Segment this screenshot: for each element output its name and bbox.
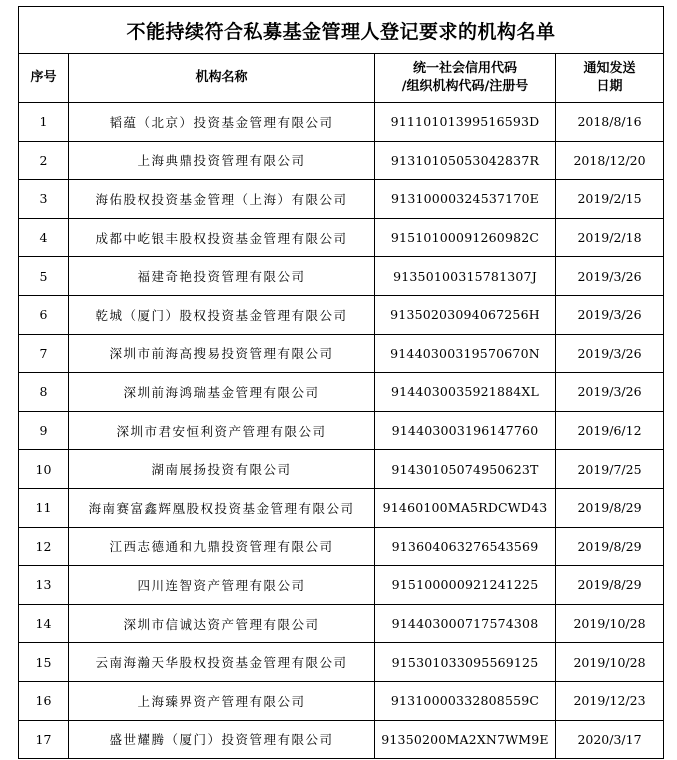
notice-date: 2019/8/29 (556, 527, 664, 566)
notice-date: 2019/7/25 (556, 450, 664, 489)
header-code-line1: 统一社会信用代码 (412, 61, 517, 76)
credit-code: 91440300319570670N (375, 334, 556, 373)
table-row (19, 373, 664, 412)
credit-code: 915301033095569125 (375, 643, 556, 682)
row-number: 14 (19, 604, 69, 643)
title-row (19, 7, 664, 54)
credit-code: 91430105074950623T (375, 450, 556, 489)
row-number: 12 (19, 527, 69, 566)
row-number: 16 (19, 681, 69, 720)
row-number: 11 (19, 488, 69, 527)
row-number: 15 (19, 643, 69, 682)
notice-date: 2019/10/28 (556, 604, 664, 643)
header-row (19, 54, 664, 103)
institution-name: 海南赛富鑫辉凰股权投资基金管理有限公司 (69, 488, 375, 527)
header-date-line2: 日期 (596, 79, 623, 94)
table-row (19, 295, 664, 334)
table-row (19, 450, 664, 489)
notice-date: 2019/8/29 (556, 488, 664, 527)
institution-name: 福建奇艳投资管理有限公司 (69, 257, 375, 296)
notice-date: 2018/12/20 (556, 141, 664, 180)
notice-date: 2019/3/26 (556, 257, 664, 296)
row-number: 7 (19, 334, 69, 373)
credit-code: 91510100091260982C (375, 218, 556, 257)
table-row (19, 411, 664, 450)
institution-name: 上海典鼎投资管理有限公司 (69, 141, 375, 180)
institution-name: 深圳市前海高搜易投资管理有限公司 (69, 334, 375, 373)
institution-name: 成都中屹银丰股权投资基金管理有限公司 (69, 218, 375, 257)
table-row (19, 141, 664, 180)
institution-list-table (18, 6, 664, 759)
table-row (19, 180, 664, 219)
notice-date: 2019/10/28 (556, 643, 664, 682)
notice-date: 2019/2/18 (556, 218, 664, 257)
table-title: 不能持续符合私募基金管理人登记要求的机构名单 (19, 7, 664, 54)
notice-date: 2019/12/23 (556, 681, 664, 720)
credit-code: 91310000332808559C (375, 681, 556, 720)
notice-date: 2019/3/26 (556, 373, 664, 412)
table-row (19, 103, 664, 142)
row-number: 4 (19, 218, 69, 257)
row-number: 5 (19, 257, 69, 296)
row-number: 6 (19, 295, 69, 334)
institution-name: 海佑股权投资基金管理（上海）有限公司 (69, 180, 375, 219)
row-number: 17 (19, 720, 69, 759)
row-number: 13 (19, 566, 69, 605)
row-number: 9 (19, 411, 69, 450)
table-body (19, 103, 664, 759)
table-row (19, 566, 664, 605)
table-row (19, 257, 664, 296)
table-row (19, 643, 664, 682)
row-number: 1 (19, 103, 69, 142)
row-number: 8 (19, 373, 69, 412)
header-date (556, 54, 664, 103)
notice-date: 2019/2/15 (556, 180, 664, 219)
row-number: 10 (19, 450, 69, 489)
institution-name: 深圳市君安恒利资产管理有限公司 (69, 411, 375, 450)
institution-name: 深圳市信诚达资产管理有限公司 (69, 604, 375, 643)
notice-date: 2020/3/17 (556, 720, 664, 759)
credit-code: 914403000717574308 (375, 604, 556, 643)
institution-name: 深圳前海鸿瑞基金管理有限公司 (69, 373, 375, 412)
table-row (19, 488, 664, 527)
institution-name: 上海臻界资产管理有限公司 (69, 681, 375, 720)
table-row (19, 334, 664, 373)
table-row (19, 681, 664, 720)
table-row (19, 527, 664, 566)
header-name: 机构名称 (69, 54, 375, 103)
credit-code: 915100000921241225 (375, 566, 556, 605)
institution-name: 云南海瀚天华股权投资基金管理有限公司 (69, 643, 375, 682)
header-date-line1: 通知发送 (583, 61, 636, 76)
credit-code: 913604063276543569 (375, 527, 556, 566)
header-no: 序号 (19, 54, 69, 103)
header-code (375, 54, 556, 103)
credit-code: 91310105053042837R (375, 141, 556, 180)
notice-date: 2019/6/12 (556, 411, 664, 450)
credit-code: 91310000324537170E (375, 180, 556, 219)
credit-code: 91350203094067256H (375, 295, 556, 334)
notice-date: 2019/8/29 (556, 566, 664, 605)
credit-code: 914403003196147760 (375, 411, 556, 450)
table-row (19, 218, 664, 257)
institution-name: 湖南展扬投资有限公司 (69, 450, 375, 489)
header-code-line2: /组织机构代码/注册号 (401, 79, 529, 94)
credit-code: 91110101399516593D (375, 103, 556, 142)
row-number: 3 (19, 180, 69, 219)
institution-name: 四川连智资产管理有限公司 (69, 566, 375, 605)
institution-name: 江西志德通和九鼎投资管理有限公司 (69, 527, 375, 566)
notice-date: 2019/3/26 (556, 334, 664, 373)
institution-name: 韬蕴（北京）投资基金管理有限公司 (69, 103, 375, 142)
credit-code: 91350100315781307J (375, 257, 556, 296)
row-number: 2 (19, 141, 69, 180)
table-row (19, 604, 664, 643)
table-row (19, 720, 664, 759)
credit-code: 9144030035921884XL (375, 373, 556, 412)
institution-name: 乾城（厦门）股权投资基金管理有限公司 (69, 295, 375, 334)
credit-code: 91460100MA5RDCWD43 (375, 488, 556, 527)
credit-code: 91350200MA2XN7WM9E (375, 720, 556, 759)
institution-name: 盛世耀腾（厦门）投资管理有限公司 (69, 720, 375, 759)
notice-date: 2018/8/16 (556, 103, 664, 142)
notice-date: 2019/3/26 (556, 295, 664, 334)
